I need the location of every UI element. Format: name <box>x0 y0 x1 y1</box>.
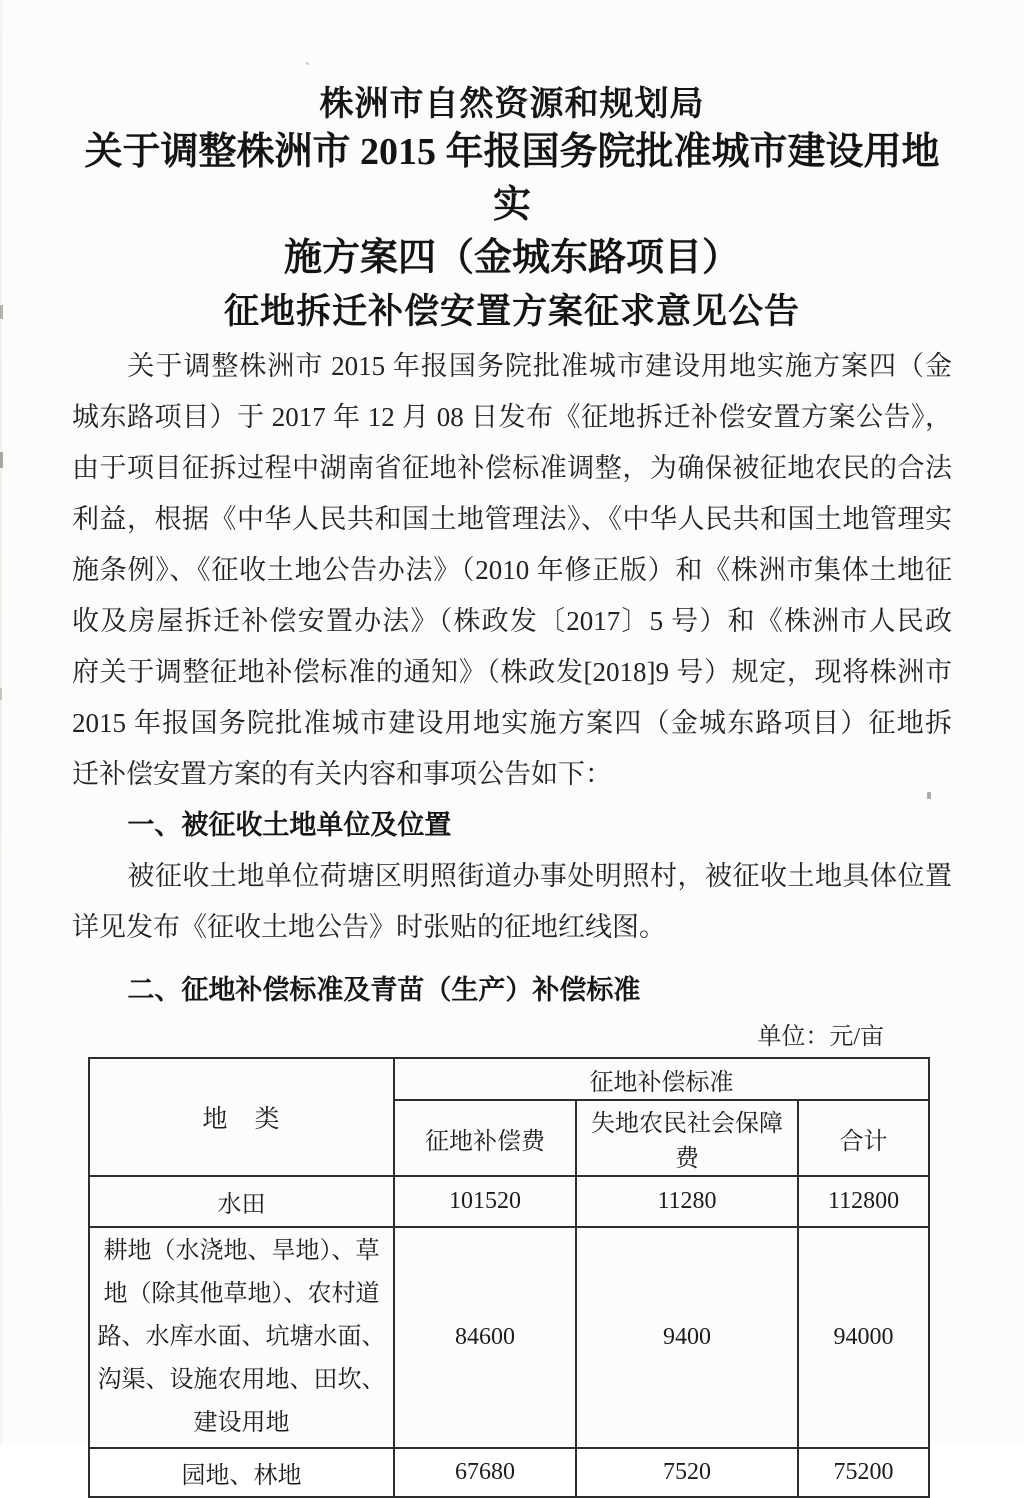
document-title-line1: 关于调整株洲市 2015 年报国务院批准城市建设用地实 <box>84 131 940 226</box>
land-type-cell: 耕地（水浇地、旱地）、草地（除其他草地）、农村道路、水库水面、坑塘水面、沟渠、设施农用地、田坎、建设用地 <box>89 1227 394 1448</box>
table-row <box>89 1176 929 1227</box>
compensation-fee-cell: 67680 <box>394 1448 576 1497</box>
table-header-group: 征地补偿标准 <box>394 1058 929 1100</box>
social-security-cell: 7520 <box>576 1448 798 1497</box>
table-row <box>89 1227 929 1448</box>
paragraph-line: 被征收土地单位荷塘区明照街道办事处明照村，被征收土地具体位置 <box>127 861 952 891</box>
paragraph-line: 府关于调整征地补偿标准的通知》（株政发[2018]9 号）规定，现将株洲市 <box>72 657 952 687</box>
scan-artifact-speck <box>306 62 309 65</box>
paragraph-line: 收及房屋拆迁补偿安置办法》（株政发〔2017〕5 号）和《株洲市人民政 <box>72 606 952 636</box>
scan-edge-shadow <box>0 0 2 1444</box>
document-body <box>72 341 952 1016</box>
land-type-cell: 水田 <box>89 1176 394 1227</box>
total-cell: 94000 <box>798 1227 929 1448</box>
scan-artifact-mark <box>0 305 3 319</box>
table-header-row-group <box>89 1058 929 1100</box>
document-issuing-org: 株洲市自然资源和规划局 <box>319 86 705 123</box>
paragraph-line: 迁补偿安置方案的有关内容和事项公告如下： <box>72 759 612 789</box>
paragraph-1 <box>72 341 952 800</box>
scan-artifact-mark <box>0 452 3 468</box>
document-subtitle: 征地拆迁补偿安置方案征求意见公告 <box>223 292 800 331</box>
paragraph-line: 城东路项目）于 2017 年 12 月 08 日发布《征地拆迁补偿安置方案公告》， <box>72 402 952 432</box>
paragraph-line: 关于调整株洲市 2015 年报国务院批准城市建设用地实施方案四（金 <box>127 351 952 381</box>
social-security-cell: 9400 <box>576 1227 798 1448</box>
paragraph-line: 施条例》、《征收土地公告办法》（2010 年修正版）和《株洲市集体土地征 <box>72 555 952 585</box>
table-header-compensation-fee: 征地补偿费 <box>394 1100 576 1176</box>
total-cell: 112800 <box>798 1176 929 1227</box>
total-cell: 75200 <box>798 1448 929 1497</box>
section-2-heading: 二、征地补偿标准及青苗（生产）补偿标准 <box>127 975 641 1005</box>
compensation-fee-cell: 101520 <box>394 1176 576 1227</box>
scan-artifact-mark <box>0 688 2 700</box>
document-title-line2: 施方案四（金城东路项目） <box>283 237 740 279</box>
document-title <box>72 126 952 285</box>
paragraph-line: 由于项目征拆过程中湖南省征地补偿标准调整，为确保被征地农民的合法 <box>72 453 952 483</box>
section-1-heading: 一、被征收土地单位及位置 <box>127 810 452 840</box>
paragraph-line: 2015 年报国务院批准城市建设用地实施方案四（金城东路项目）征地拆 <box>72 708 952 738</box>
compensation-standards-table <box>88 1057 930 1498</box>
land-type-cell: 园地、林地 <box>89 1448 394 1497</box>
table-header-land-type: 地 类 <box>89 1058 394 1176</box>
paragraph-line: 利益，根据《中华人民共和国土地管理法》、《中华人民共和国土地管理实 <box>72 504 952 534</box>
scan-artifact-speck <box>927 792 931 799</box>
paragraph-line: 详见发布《征收土地公告》时张贴的征地红线图。 <box>72 912 666 942</box>
table-row <box>89 1448 929 1497</box>
table-unit-label: 单位：元/亩 <box>757 1024 884 1050</box>
section-1-paragraph <box>72 851 952 953</box>
table-header-social-security: 失地农民社会保障费 <box>576 1100 798 1176</box>
compensation-fee-cell: 84600 <box>394 1227 576 1448</box>
social-security-cell: 11280 <box>576 1176 798 1227</box>
table-header-total: 合计 <box>798 1100 929 1176</box>
